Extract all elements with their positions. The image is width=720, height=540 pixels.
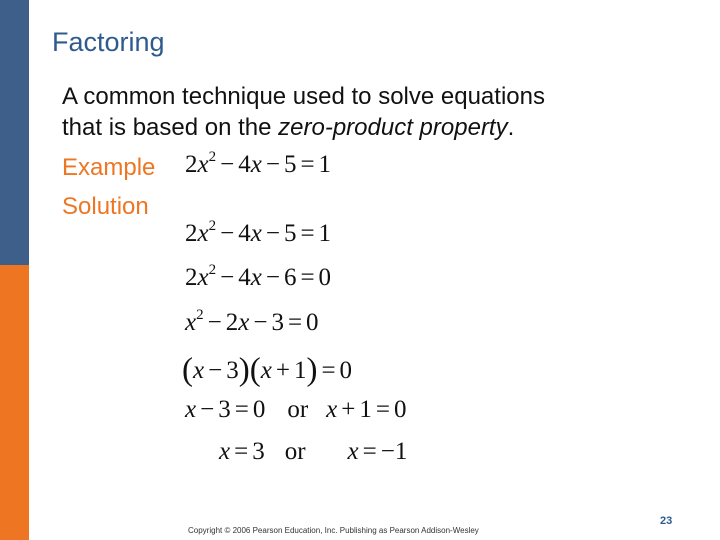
operator: − bbox=[220, 220, 235, 247]
or-word: or bbox=[287, 396, 309, 423]
left-accent-bar-blue bbox=[0, 0, 29, 265]
body-line-2-start: that is based on the bbox=[62, 114, 279, 141]
variable: x bbox=[260, 357, 272, 384]
exponent: 2 bbox=[208, 218, 217, 234]
variable: x bbox=[347, 438, 359, 465]
variable: x bbox=[250, 220, 262, 247]
operator: − bbox=[220, 264, 235, 291]
left-paren: ( bbox=[182, 352, 193, 388]
term: 0 bbox=[393, 396, 407, 423]
equals-sign: = bbox=[234, 438, 249, 465]
variable: x bbox=[185, 309, 197, 336]
exponent: 2 bbox=[208, 262, 217, 278]
operator: − bbox=[265, 220, 280, 247]
term: 4 bbox=[238, 264, 251, 291]
term: 2 bbox=[185, 220, 198, 247]
body-line-1: A common technique used to solve equations bbox=[62, 83, 545, 110]
operator: − bbox=[265, 264, 280, 291]
operator: + bbox=[275, 357, 290, 384]
term: 0 bbox=[306, 309, 319, 336]
solution-step-3 bbox=[185, 309, 319, 337]
exponent: 2 bbox=[196, 307, 204, 323]
operator: + bbox=[341, 396, 356, 423]
term: 1 bbox=[359, 396, 372, 423]
term: 3 bbox=[252, 438, 265, 465]
exponent: 2 bbox=[208, 149, 217, 165]
term: 0 bbox=[318, 264, 332, 291]
or-word: or bbox=[284, 438, 306, 465]
term: 0 bbox=[339, 357, 353, 384]
term: 0 bbox=[252, 396, 266, 423]
operator: − bbox=[200, 396, 215, 423]
equals-sign: = bbox=[375, 396, 390, 423]
variable: x bbox=[250, 151, 262, 178]
term: 3 bbox=[218, 396, 231, 423]
term: 6 bbox=[283, 264, 297, 291]
example-equation bbox=[185, 151, 331, 179]
solution-step-2 bbox=[185, 264, 331, 292]
zero-product-property-term: zero-product property bbox=[278, 114, 508, 141]
variable: x bbox=[193, 357, 205, 384]
variable: x bbox=[197, 264, 209, 291]
equals-sign: = bbox=[287, 309, 303, 336]
example-label: Example bbox=[62, 154, 156, 181]
solution-label: Solution bbox=[62, 193, 149, 220]
operator: − bbox=[207, 309, 222, 336]
page-number: 23 bbox=[660, 515, 673, 527]
variable: x bbox=[238, 309, 250, 336]
solution-step-1 bbox=[185, 220, 331, 248]
term: 5 bbox=[283, 220, 297, 247]
equals-sign: = bbox=[300, 264, 315, 291]
solution-step-6 bbox=[219, 438, 407, 466]
variable: x bbox=[197, 151, 209, 178]
copyright-notice: Copyright © 2006 Pearson Education, Inc. Publishing as Pearson Addison-Wesley bbox=[188, 526, 479, 535]
equals-sign: = bbox=[362, 438, 377, 465]
term: 5 bbox=[283, 151, 297, 178]
variable: x bbox=[197, 220, 209, 247]
right-paren: ) bbox=[306, 352, 318, 388]
term: 3 bbox=[271, 309, 284, 336]
left-paren: ( bbox=[249, 352, 261, 388]
equals-sign: = bbox=[321, 357, 336, 384]
term: −1 bbox=[380, 438, 408, 465]
left-accent-bar-orange bbox=[0, 265, 29, 540]
solution-step-4 bbox=[182, 350, 352, 387]
term: 4 bbox=[238, 220, 251, 247]
solution-step-5 bbox=[185, 396, 406, 424]
body-line-2-end: . bbox=[507, 114, 515, 141]
term: 3 bbox=[226, 357, 239, 384]
term: 2 bbox=[225, 309, 239, 336]
equals-sign: = bbox=[300, 220, 315, 247]
slide-title: Factoring bbox=[52, 27, 165, 57]
operator: − bbox=[220, 151, 235, 178]
variable: x bbox=[185, 396, 197, 423]
operator: − bbox=[208, 357, 223, 384]
equals-sign: = bbox=[234, 396, 249, 423]
operator: − bbox=[253, 309, 268, 336]
variable: x bbox=[250, 264, 262, 291]
equals-sign: = bbox=[300, 151, 315, 178]
term: 1 bbox=[318, 220, 332, 247]
term: 2 bbox=[185, 264, 198, 291]
body-line-2 bbox=[62, 113, 514, 143]
term: 2 bbox=[185, 151, 198, 178]
term: 1 bbox=[318, 151, 332, 178]
term: 4 bbox=[238, 151, 251, 178]
right-paren: ) bbox=[238, 352, 250, 388]
variable: x bbox=[219, 438, 231, 465]
term: 1 bbox=[293, 357, 307, 384]
variable: x bbox=[326, 396, 338, 423]
operator: − bbox=[265, 151, 280, 178]
